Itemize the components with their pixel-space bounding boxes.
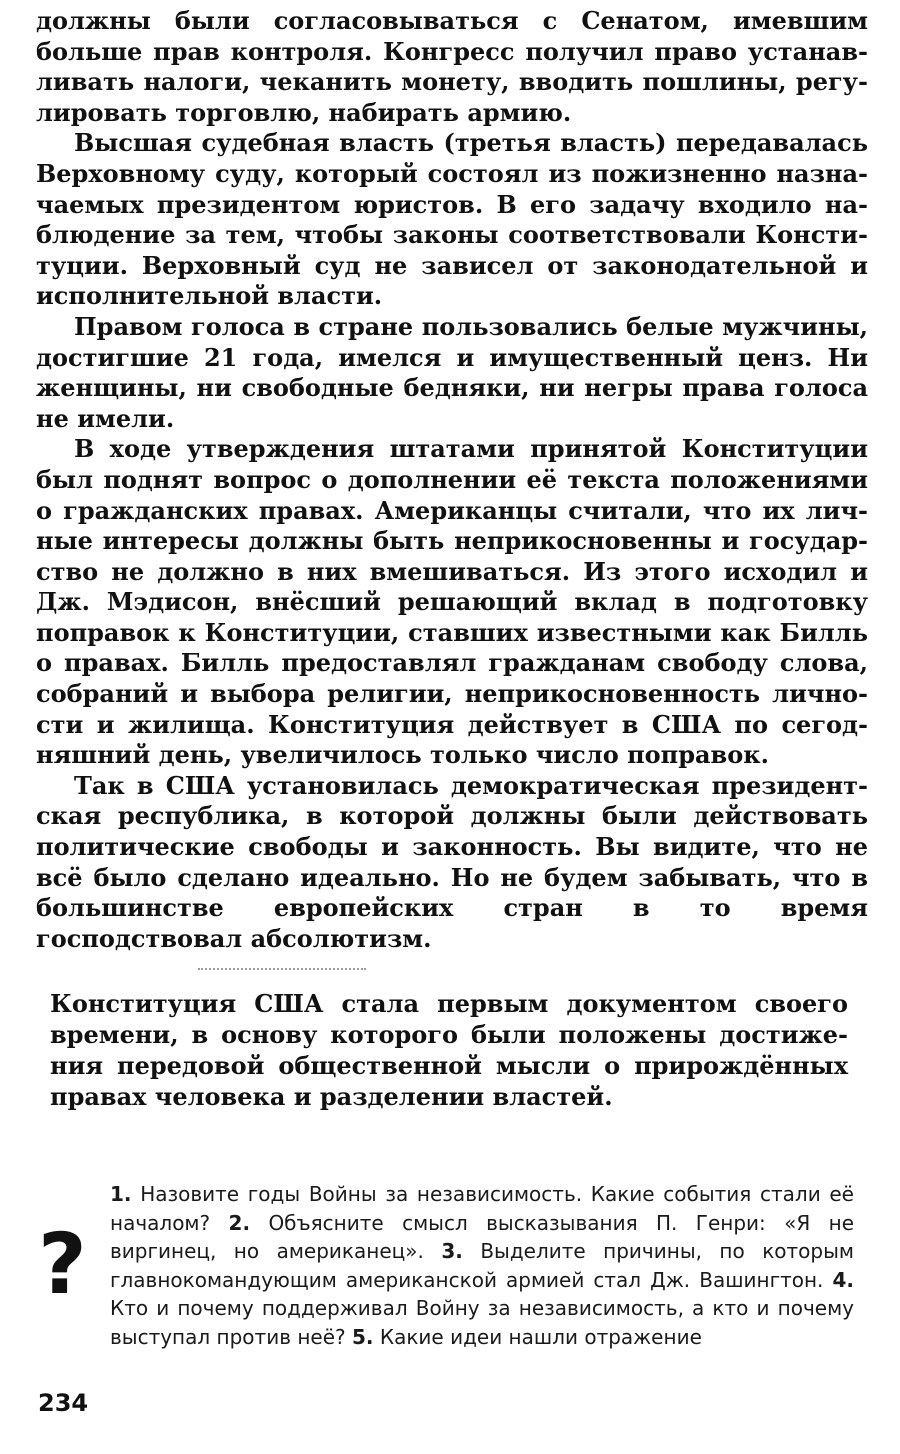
question-number: 3. <box>441 1239 463 1264</box>
question-number: 2. <box>228 1210 251 1235</box>
question-text: Выделите причины, по которым главнокомандующим американской армией стал Дж. Вашингтон. <box>110 1239 854 1292</box>
main-text <box>36 6 868 954</box>
paragraph-democratic-republic: Так в США установилась демократическая президентская республика, в которой должны были действовать политические свободы и законность. Вы видите, что не всё было сделано идеально. Но не будем забывать, что в большинстве европейских стран в то время господствовал абсолютизм. <box>36 770 868 953</box>
question-text: Кто и почему поддерживал Войну за независимость, а кто и почему выступал против неё? <box>110 1296 854 1349</box>
question-text: Объясните смысл высказывания П. Генри: «Я не виргинец, но американец». <box>110 1210 855 1264</box>
paragraph-voting-rights: Правом голоса в стране пользовались белые мужчины, достигшие 21 года, имелся и имущественный ценз. Ни женщины, ни свободные бедняки, ни негры права голоса не имели. <box>36 311 868 433</box>
paragraph-supreme-court: Высшая судебная власть (третья власть) передавалась Верховному суду, который состоял из пожизненно назначаемых президентом юристов. В его задачу входило наблюдение за тем, чтобы законы соответствовали Конституции. Верховный суд не зависел от законодательной и исполнительной власти. <box>36 128 868 311</box>
question-number: 1. <box>110 1182 132 1206</box>
question-text: Какие идеи нашли отражение <box>379 1324 702 1349</box>
question-number: 4. <box>832 1267 854 1292</box>
questions-block <box>110 1180 854 1352</box>
section-divider <box>198 968 366 970</box>
question-number: 5. <box>352 1324 374 1349</box>
paragraph-senate-congress: должны были согласовываться с Сенатом, имевшим больше прав контроля. Конгресс получил право устанавливать налоги, чеканить монету, вводить пошлины, регулировать торговлю, набирать армию. <box>36 6 868 127</box>
paragraph-bill-of-rights: В ходе утверждения штатами принятой Конституции был поднят вопрос о дополнении её текста положениями о гражданских правах. Американцы считали, что их личные интересы должны быть неприкосновенны и государство не должно в них вмешиваться. Из этого исходил и Дж. Мэдисон, внёсший решающий вклад в подготовку поправок к Конституции, ставших известными как Билль о правах. Билль предоставлял гражданам свободу слова, собраний и выбора религии, неприкосновенность личности и жилища. Конституция действует в США по сегодняшний день, увеличилось только число поправок. <box>36 434 868 770</box>
question-text: Назовите годы Войны за независимость. Какие события стали её началом? <box>110 1182 854 1235</box>
question-mark-icon: ? <box>38 1215 87 1313</box>
summary-box: Конституция США стала первым документом своего времени, в основу которого были положены достижения передовой общественной мысли о прирождённых правах человека и разделении властей. <box>50 989 848 1111</box>
page-number: 234 <box>38 1389 89 1417</box>
